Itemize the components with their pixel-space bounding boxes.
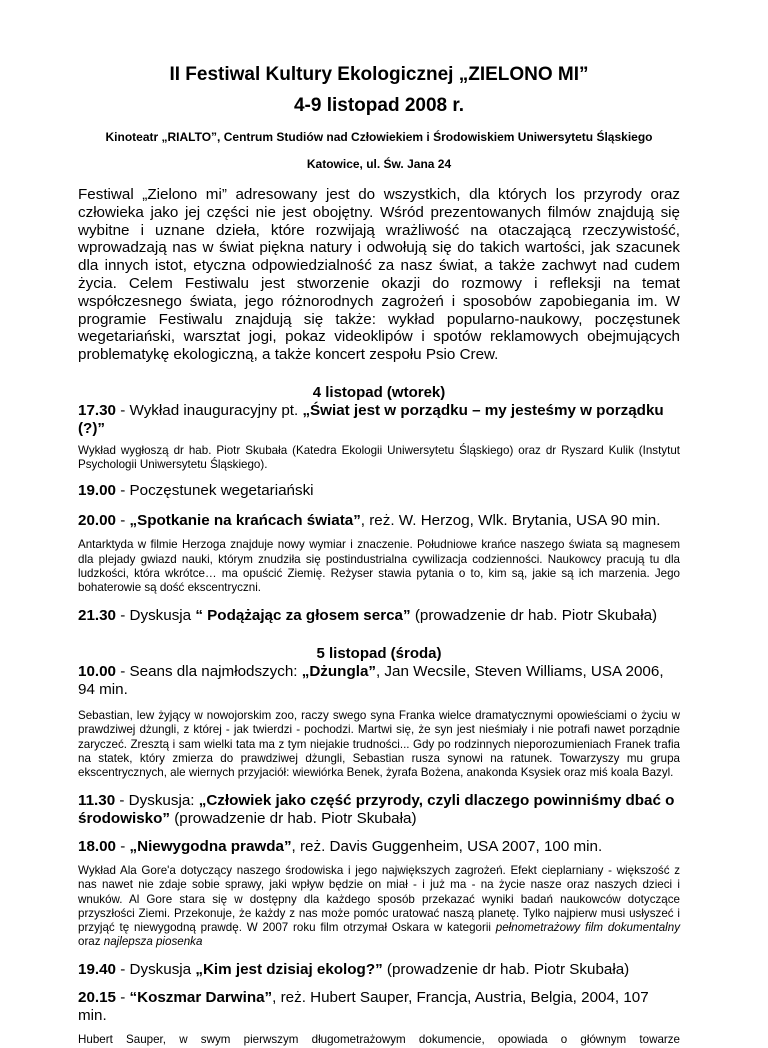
event-info: (prowadzenie dr hab. Piotr Skubała)	[382, 961, 630, 979]
event-title: “ Podążając za głosem serca”	[195, 607, 411, 625]
event-title: „Kim jest dzisiaj ekolog?”	[195, 961, 383, 979]
day2-event-discussion-1	[78, 792, 680, 828]
event-time: 20.00	[78, 512, 117, 530]
day1-event-meal	[78, 482, 680, 500]
day2-event-film-2	[78, 838, 680, 856]
event-time: 18.00	[78, 838, 117, 856]
event-label: - Dyskusja	[116, 961, 196, 979]
event-label: - Wykład inauguracyjny pt.	[116, 401, 303, 419]
event-label: -	[116, 989, 130, 1007]
event-label: - Dyskusja	[116, 607, 196, 625]
event-label: -	[116, 838, 130, 856]
day1-event-film-desc: Antarktyda w filmie Herzoga znajduje nowy wymiar i znaczenie. Południowe krańce naszego świata są magnesem dla plejady gwiazd nauki, którym znudziła się postindustrialna cywilizacja codzienności. Naukowcy pracują tu dla ludzkości, która wkrótce… ma opuścić Ziemię. Reżyser stawia pytania o to, kim są, jakie są ich marzenia. Jego bohaterowie są dość ekscentryczni.	[78, 538, 680, 594]
event-info: (prowadzenie dr hab. Piotr Skubała)	[410, 607, 658, 625]
desc-text-mid: oraz	[78, 935, 104, 949]
festival-dates: 4-9 listopad 2008 r.	[293, 95, 465, 116]
event-title: „Spotkanie na krańcach świata”	[129, 512, 361, 530]
desc-text: Wykład Ala Gore'a dotyczący naszego środowiska i jego największych zagrożeń. Efekt cieplarniany - większość z nas nawet nie zdaje sobie sprawy, jaki wpływ będzie on miał - i już ma - na życie nasze oraz naszych dzieci i wnuków. Al Gore stara się w dostępny dla każdego sposób przekazać wyniki badań naukowców dotyczące przyszłości Ziemi. Przekonuje, że każdy z nas może pomóc uratować naszą planetę. Tylko najpierw musi usłyszeć i przyjąć tę niewygodną prawdę. W 2007 roku film otrzymał Oskara w kategorii	[78, 864, 680, 935]
festival-address: Katowice, ul. Św. Jana 24	[306, 157, 452, 171]
desc-category-1: pełnometrażowy film dokumentalny	[495, 921, 681, 935]
event-time: 20.15	[78, 989, 117, 1007]
day1-event-lecture	[78, 402, 680, 438]
event-time: 17.30	[78, 401, 117, 419]
day2-event-kids-film-desc: Sebastian, lew żyjący w nowojorskim zoo, raczy swego syna Franka wielce dramatycznymi opowieściami o życiu w prawdziwej dżungli, z której - jak twierdzi - pochodzi. Martwi się, że syn jest nieśmiały i nie potrafi nawet porządnie zaryczeć. Zresztą i sam wielki tata ma z tym niejakie trudności... Gdy po rodzinnych nieporozumieniach Franek trafia na statek, który zmierza do prawdziwej dżungli, Sebastian rusza synowi na ratunek. Towarzyszy mu grupa ekscentrycznych, ale wiernych przyjaciół: wiewiórka Benek, żyrafa Bożena, anakonda Ksysiek oraz miś koala Bazyl.	[78, 709, 680, 779]
event-info: , reż. Davis Guggenheim, USA 2007, 100 min.	[291, 838, 603, 856]
event-time: 10.00	[78, 663, 117, 681]
day2-event-discussion-2	[78, 961, 680, 979]
day1-heading: 4 listopad (wtorek)	[312, 383, 446, 401]
desc-category-2: najlepsza piosenka	[103, 935, 203, 949]
event-label: - Seans dla najmłodszych:	[116, 663, 302, 681]
event-label: - Dyskusja:	[115, 792, 199, 810]
event-label: - Poczęstunek wegetariański	[116, 482, 314, 500]
day1-event-discussion	[78, 607, 680, 625]
festival-title: II Festiwal Kultury Ekologicznej „ZIELONO MI”	[169, 64, 589, 85]
event-time: 19.40	[78, 961, 117, 979]
intro-paragraph: Festiwal „Zielono mi” adresowany jest do wszystkich, dla których los przyrody oraz człowieka jako jej części nie jest obojętny. Wśród prezentowanych filmów znajdują się wybitne i uznane dzieła, które rozwijają wrażliwość na otaczającą rzeczywistość, wprowadzają nas w świat piękna natury i odwołują się do takich wartości, jak szacunek dla innych istot, etyczna odpowiedzialność za nasz świat, a także zachwyt nad cudem życia. Celem Festiwalu jest stworzenie okazji do rozmowy i refleksji na temat współczesnego świata, jego różnorodnych zagrożeń i sposobów zapobiegania im. W programie Festiwalu znajdują się także: wykład popularno-naukowy, poczęstunek wegetariański, warsztat jogi, pokaz videoklipów i spotów reklamowych obejmujących problematykę ekologiczną, a także koncert zespołu Psio Crew.	[78, 186, 680, 364]
event-info: (prowadzenie dr hab. Piotr Skubała)	[170, 810, 417, 828]
day2-heading: 5 listopad (środa)	[316, 645, 442, 663]
event-title: „Człowiek jako część przyrody, czyli dlaczego powinniśmy dbać o środowisko”	[78, 792, 675, 828]
day1-event-film	[78, 512, 680, 530]
day2-event-film-2-desc	[78, 864, 680, 949]
day2-event-film-3	[78, 989, 680, 1025]
event-title: “Koszmar Darwina”	[129, 989, 273, 1007]
day2-event-kids-film	[78, 663, 680, 699]
event-info: , reż. Hubert Sauper, Francja, Austria, Belgia, 2004, 107 min.	[78, 989, 649, 1025]
festival-venue: Kinoteatr „RIALTO”, Centrum Studiów nad Człowiekiem i Środowiskiem Uniwersytetu Śląskiego	[105, 130, 653, 144]
event-title: „Dżungla”	[301, 663, 376, 681]
event-title: „Świat jest w porządku – my jesteśmy w porządku (?)”	[78, 401, 664, 437]
event-time: 21.30	[78, 607, 117, 625]
event-info: , reż. W. Herzog, Wlk. Brytania, USA 90 min.	[360, 512, 661, 530]
event-time: 19.00	[78, 482, 117, 500]
day2-event-film-3-desc: Hubert Sauper, w swym pierwszym długometrażowym dokumencie, opowiada o głównym towarze	[78, 1033, 680, 1047]
event-time: 11.30	[78, 792, 116, 810]
event-title: „Niewygodna prawda”	[129, 838, 292, 856]
day1-event-lecture-desc: Wykład wygłoszą dr hab. Piotr Skubała (Katedra Ekologii Uniwersytetu Śląskiego) oraz dr Ryszard Kulik (Instytut Psychologii Uniwersytetu Śląskiego).	[78, 443, 680, 472]
event-label: -	[116, 512, 130, 530]
event-info: , Jan Wecsile, Steven Williams, USA 2006, 94 min.	[78, 663, 664, 699]
